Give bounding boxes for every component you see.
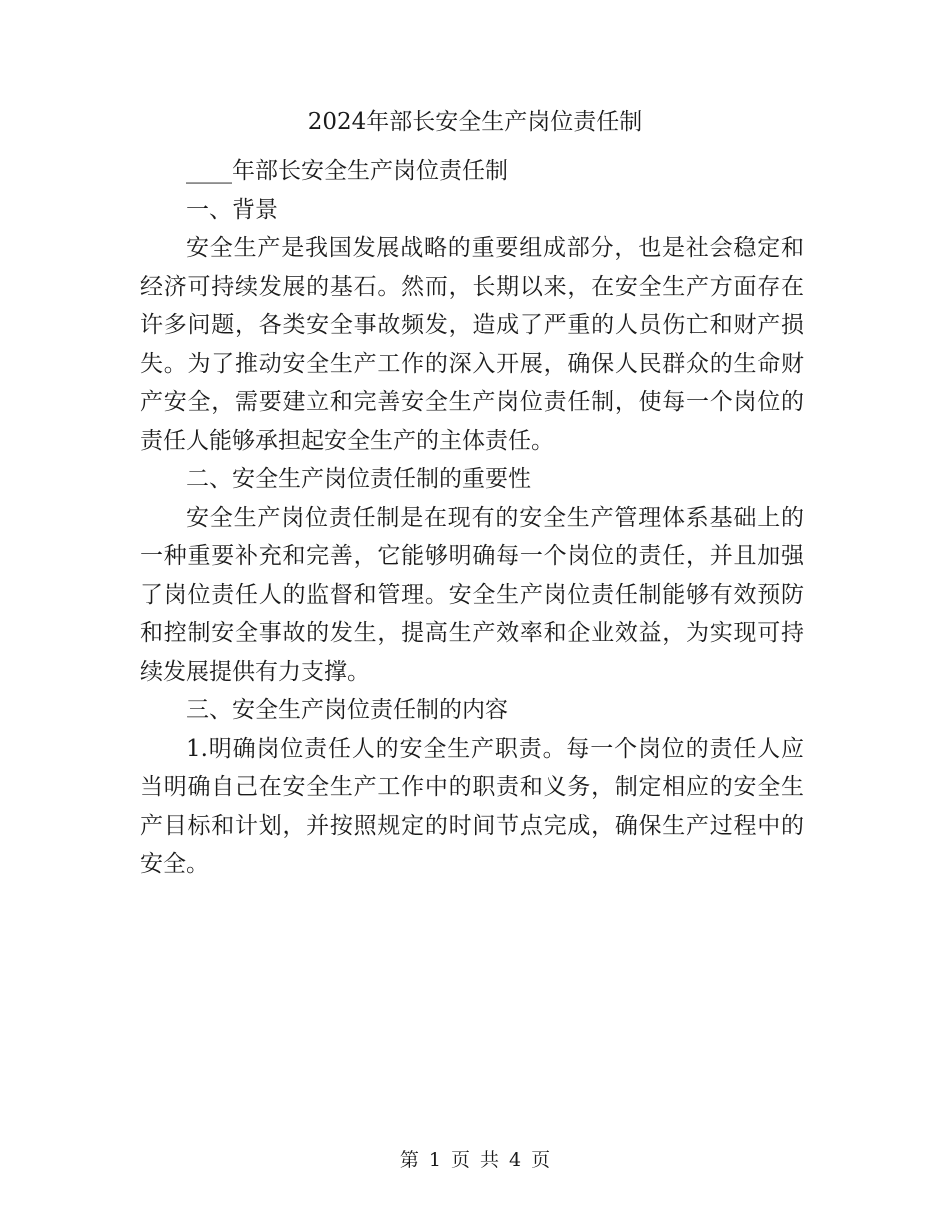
document-title: 2024年部长安全生产岗位责任制 (307, 109, 643, 135)
importance-paragraph: 安全生产岗位责任制是在现有的安全生产管理体系基础上的一种重要补充和完善，它能够明确每一个岗位的责任，并且加强了岗位责任人的监督和管理。安全生产岗位责任制能够有效预防和控制安全事故的发生，提高生产效率和企业效益，为实现可持续发展提供有力支撑。 (140, 504, 804, 685)
section-heading-importance: 二、安全生产岗位责任制的重要性 (186, 466, 531, 492)
content-item-1-paragraph: 1.明确岗位责任人的安全生产职责。每一个岗位的责任人应当明确自己在安全生产工作中的职责和义务，制定相应的安全生产目标和计划，并按照规定的时间节点完成，确保生产过程中的安全。 (140, 735, 804, 877)
document-body (140, 152, 804, 884)
background-paragraph: 安全生产是我国发展战略的重要组成部分，也是社会稳定和经济可持续发展的基石。然而，长期以来，在安全生产方面存在许多问题，各类安全事故频发，造成了严重的人员伤亡和财产损失。为了推动安全生产工作的深入开展，确保人民群众的生命财产安全，需要建立和完善安全生产岗位责任制，使每一个岗位的责任人能够承担起安全生产的主体责任。 (140, 235, 804, 454)
subtitle-paragraph: ____年部长安全生产岗位责任制 (186, 158, 508, 184)
page-number-footer: 第 1 页 共 4 页 (399, 1149, 551, 1171)
section-heading-content: 三、安全生产岗位责任制的内容 (186, 697, 508, 723)
section-heading-background: 一、背景 (186, 196, 278, 223)
